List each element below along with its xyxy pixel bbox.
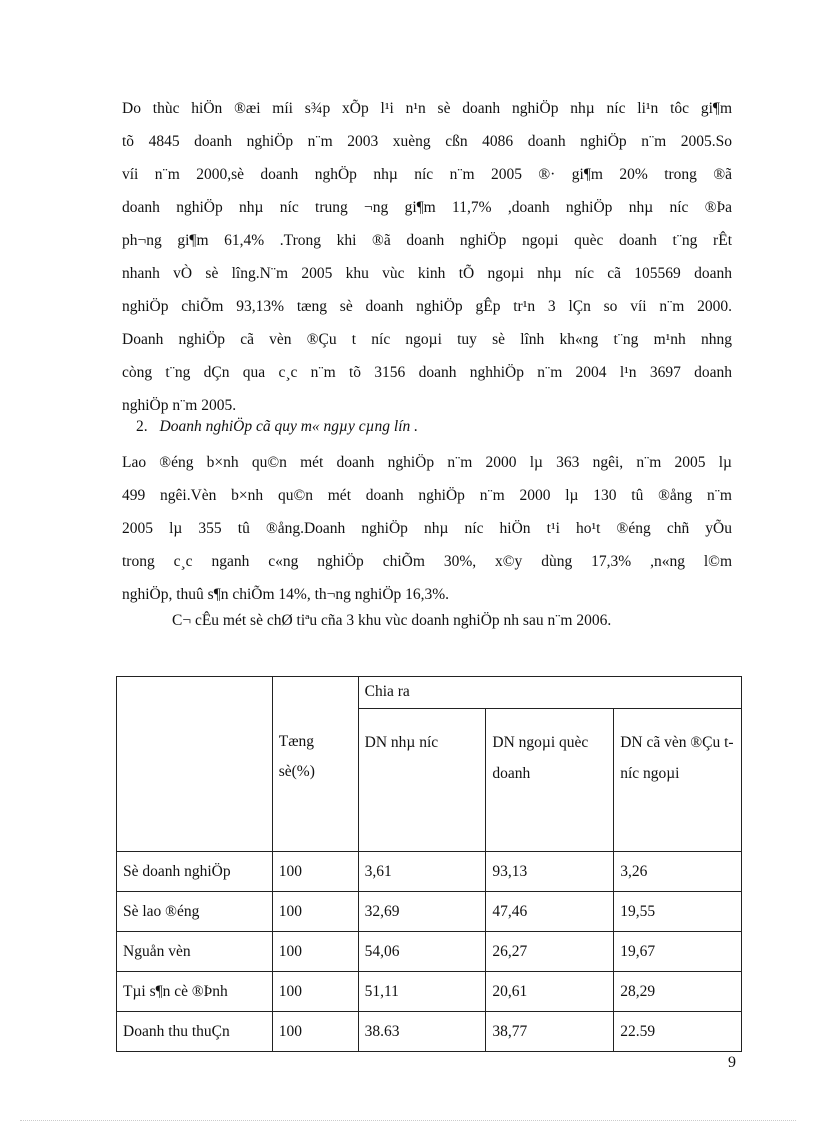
paragraph-line: nghiÖp, thuû s¶n chiÕm 14%, th¬ng nghiÖp 16,3%. <box>122 586 450 603</box>
statistics-table <box>116 676 742 1052</box>
cell-private: 38,77 <box>486 1012 614 1052</box>
row-label: Doanh thu thuÇn <box>117 1012 273 1052</box>
cell-foreign: 3,26 <box>614 852 742 892</box>
paragraph-line: víi n¨m 2000,sè doanh nghÖp nhµ níc n¨m 2005 ®· gi¶m 20% trong ®ã <box>122 166 732 183</box>
paragraph-line: nhanh vÒ sè lîng.N¨m 2005 khu vùc kinh tÕ ngoµi nhµ níc cã 105569 doanh <box>122 265 732 282</box>
section-title: Doanh nghiÖp cã quy m« ngµy cµng lín . <box>159 418 419 435</box>
cell-total: 100 <box>272 892 358 932</box>
cell-foreign: 19,55 <box>614 892 742 932</box>
page-number: 9 <box>728 1054 736 1071</box>
cell-private: 47,46 <box>486 892 614 932</box>
cell-private: 20,61 <box>486 972 614 1012</box>
cell-total: 100 <box>272 1012 358 1052</box>
table-row <box>117 932 742 972</box>
paragraph-line: trong c¸c nganh c«ng nghiÖp chiÕm 30%, x©y dùng 17,3% ,n«ng l©m <box>122 553 732 570</box>
paragraph-line: nghiÖp n¨m 2005. <box>122 397 237 414</box>
paragraph-1 <box>122 92 732 422</box>
cell-foreign: 28,29 <box>614 972 742 1012</box>
table-caption: C¬ cÊu mét sè chØ tiªu cña 3 khu vùc doanh nghiÖp nh sau n¨m 2006. <box>172 612 612 629</box>
cell-total: 100 <box>272 852 358 892</box>
header-private: DN ngoµi quèc doanh <box>486 709 614 852</box>
cell-private: 93,13 <box>486 852 614 892</box>
paragraph-2 <box>122 446 732 611</box>
paragraph-line: doanh nghiÖp nhµ níc trung ¬ng gi¶m 11,7% ,doanh nghiÖp nhµ níc ®Þa <box>122 199 732 216</box>
paragraph-line: tõ 4845 doanh nghiÖp n¨m 2003 xuèng cßn 4086 doanh nghiÖp n¨m 2005.So <box>122 133 732 150</box>
header-foreign: DN cã vèn ®Çu t níc ngoµi <box>614 709 742 852</box>
paragraph-line: 2005 lµ 355 tû ®ång.Doanh nghiÖp nhµ níc hiÖn t¹i ho¹t ®éng chñ yÕu <box>122 520 732 537</box>
table-row <box>117 1012 742 1052</box>
paragraph-line: Doanh nghiÖp cã vèn ®Çu t níc ngoµi tuy sè lînh kh«ng t¨ng m¹nh nhng <box>122 331 732 348</box>
paragraph-line: Do thùc hiÖn ®æi míi s¾p xÕp l¹i n¹n sè doanh nghiÖp nhµ níc li¹n tôc gi¶m <box>122 100 732 117</box>
cell-private: 26,27 <box>486 932 614 972</box>
row-label: Sè lao ®éng <box>117 892 273 932</box>
table-row <box>117 972 742 1012</box>
paragraph-line: 499 ngêi.Vèn b×nh qu©n mét doanh nghiÖp n¨m 2000 lµ 130 tû ®ång n¨m <box>122 487 732 504</box>
cell-state: 32,69 <box>358 892 486 932</box>
cell-foreign: 22.59 <box>614 1012 742 1052</box>
header-group: Chia ra <box>358 677 741 709</box>
table-row <box>117 852 742 892</box>
cell-total: 100 <box>272 972 358 1012</box>
row-label: Tµi s¶n cè ®Þnh <box>117 972 273 1012</box>
paragraph-line: nghiÖp chiÕm 93,13% tæng sè doanh nghiÖp gÊp tr¹n 3 lÇn so víi n¨m 2000. <box>122 298 732 315</box>
paragraph-line: Lao ®éng b×nh qu©n mét doanh nghiÖp n¨m 2000 lµ 363 ngêi, n¨m 2005 lµ <box>122 454 732 471</box>
page-bottom-divider <box>20 1120 796 1121</box>
table-row <box>117 892 742 932</box>
section-number: 2. <box>136 418 148 435</box>
paragraph-line: còng t¨ng dÇn qua c¸c n¨m tõ 3156 doanh nghhiÖp n¨m 2004 l¹n 3697 doanh <box>122 364 732 381</box>
cell-state: 54,06 <box>358 932 486 972</box>
header-state: DN nhµ níc <box>358 709 486 852</box>
cell-state: 51,11 <box>358 972 486 1012</box>
paragraph-line: ph¬ng gi¶m 61,4% .Trong khi ®ã doanh nghiÖp ngoµi quèc doanh t¨ng rÊt <box>122 232 732 249</box>
row-label: Sè doanh nghiÖp <box>117 852 273 892</box>
header-empty-cell <box>117 677 273 852</box>
header-total: Tæng sè(%) <box>272 677 358 852</box>
cell-total: 100 <box>272 932 358 972</box>
row-label: Nguån vèn <box>117 932 273 972</box>
cell-foreign: 19,67 <box>614 932 742 972</box>
table-header-row <box>117 677 742 709</box>
section-heading <box>136 418 418 436</box>
cell-state: 38.63 <box>358 1012 486 1052</box>
cell-state: 3,61 <box>358 852 486 892</box>
